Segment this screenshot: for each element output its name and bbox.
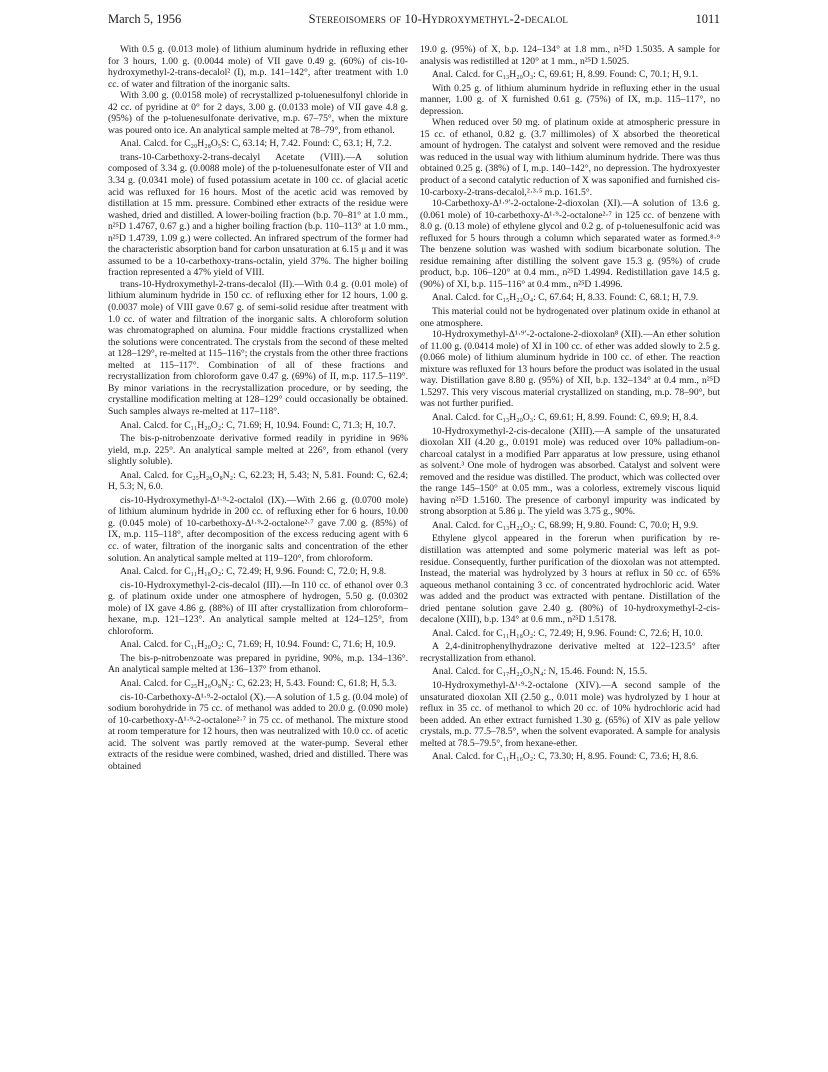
section-paragraph: 10-Hydroxymethyl-Δ¹·⁹-2-octalone (XIV).—A second sample of the unsaturated dioxolan XII (2.50 g., 0.011 mole) was hydrolyzed by 1 hour at reflux in 35 cc. of methanol to which 20 cc. of 10% hydrochloric acid had been added. An ether extract furnished 1.30 g. (65%) of XIV as pale yellow crystals, m.p. 77.5–78.5°, when the solvent evaporated. A sample for analysis melted at 78.5–79.5°, from hexane-ether. <box>420 679 720 749</box>
section-paragraph: 10-Hydroxymethyl-2-cis-decalone (XIII).—A sample of the unsaturated dioxolan XII (4.20 g., 0.0191 mole) was reduced over 10% palladium-on-charcoal catalyst in a modified Parr apparatus at low pressure, using ethanol as solvent.³ One mole of hydrogen was absorbed. Catalyst and solvent were removed and the residue was distilled. The product, which was collected over the range 145–150° at 0.05 mm., was a colorless, extremely viscous liquid having n²⁵D 1.5160. The presence of carbonyl impurity was indicated by strong absorption at 5.86 μ. The yield was 3.75 g., 90%. <box>420 425 720 518</box>
section-paragraph: 10-Carbethoxy-Δ¹·⁹′-2-octalone-2-dioxolan (XI).—A solution of 13.6 g. (0.061 mole) of 10-carbethoxy-Δ¹·⁹-2-octalone²·⁷ in 125 cc. of benzene with 8.0 g. (0.13 mole) of ethylene glycol and 0.2 g. of p-toluenesulfonic acid was refluxed for 5 hours through a column which separated water as formed.⁸·⁹ The benzene solution was washed with sodium bicarbonate solution. The residue remaining after distilling the solvent gave 15.3 g. (95%) of crude product, b.p. 106–120° at 0.4 mm., n²⁵D 1.4994. Redistillation gave 14.5 g. (90%) of XI, b.p. 115–116° at 0.4 mm., n²⁵D 1.4996. <box>420 198 720 290</box>
section-paragraph: cis-10-Hydroxymethyl-Δ¹·⁹-2-octalol (IX).—With 2.66 g. (0.0700 mole) of lithium aluminum hydride in 200 cc. of refluxing ether for 6 hours, 10.00 g. (0.045 mole) of 10-carbethoxy-Δ¹·⁹-2-octalone²·⁷ gave 7.00 g. (85%) of IX, m.p. 115–118°, after decomposition of the excess reducing agent with 6 cc. of water, filtration of the inorganic salts and concentration of the ether solution. An analytical sample melted at 119–120°, from chloroform. <box>108 494 408 564</box>
paragraph: With 3.00 g. (0.0158 mole) of recrystallized p-toluenesulfonyl chloride in 42 cc. of pyridine at 0° for 2 days, 3.00 g. (0.0133 mole) of VII gave 4.8 g. (95%) of the p-toluenesulfonate derivative, m.p. 67–75°, when the mixture was poured onto ice. An analytical sample melted at 78–79°, from ethanol. <box>108 90 408 136</box>
paragraph: The bis-p-nitrobenzoate derivative formed readily in pyridine in 96% yield, m.p. 225°. An analytical sample melted at 226°, from ethanol (very slightly soluble). <box>108 433 408 468</box>
paragraph: With 0.25 g. of lithium aluminum hydride in refluxing ether in the usual manner, 1.00 g. of X furnished 0.61 g. (75%) of IX, m.p. 115–117°, no depression. <box>420 82 720 117</box>
section-paragraph: cis-10-Hydroxymethyl-2-cis-decalol (III).—In 110 cc. of ethanol over 0.3 g. of platinum oxide under one atmosphere of hydrogen, 5.50 g. (0.0302 mole) of IX gave 4.86 g. (88%) of III after crystallization from chloroform–hexane, m.p. 121–123°. An analytical sample melted at 124–125°, from chloroform. <box>108 579 408 637</box>
analysis-line: Anal. Calcd. for C₂₅H₂₆O₈N₂: C, 62.23; H, 5.43; N, 5.81. Found: C, 62.4; H, 5.3; N, 6.0. <box>108 469 408 493</box>
section-paragraph: trans-10-Hydroxymethyl-2-trans-decalol (II).—With 0.4 g. (0.01 mole) of lithium aluminum hydride in 150 cc. of refluxing ether for 12 hours, 1.00 g. (0.0037 mole) of VIII gave 0.67 g. of semi-solid residue after treatment with 1.0 cc. of water and filtration of the inorganic salts. A chloroform solution was chromatographed on alumina. Four middle fractions crystallized when the solutions were concentrated. The crystals from the second of these melted at 128–129°, re-melted at 115–116°; the crystals from the other three fractions melted at 115–117°. Combination of all of these fractions and recrystallization from chloroform gave 0.47 g. (69%) of II, m.p. 117.5–119°. By minor variations in the recrystallization procedure, or by seeding, the crystalline modification melting at 128–129° could occasionally be obtained. Such samples always re-melted at 117–118°. <box>108 278 409 417</box>
running-header <box>108 12 720 34</box>
right-column <box>420 44 720 765</box>
paragraph: The bis-p-nitrobenzoate was prepared in pyridine, 90%, m.p. 134–136°. An analytical sample melted at 136–137° from ethanol. <box>108 652 408 676</box>
header-title: Stereoisomers of 10-Hydroxymethyl-2-decalol <box>308 12 569 26</box>
section-paragraph: trans-10-Carbethoxy-2-trans-decalyl Acetate (VIII).—A solution composed of 3.34 g. (0.0088 mole) of the p-toluenesulfonate ester of VII and 3.34 g. (0.0341 mole) of fused potassium acetate in 100 cc. of glacial acetic acid was refluxed for 16 hours. Most of the acetic acid was removed by distillation at 15 mm. pressure. Combined ether extracts of the residue were washed, dried and distilled. A lower-boiling fraction (b.p. 70–81° at 1.0 mm., n²⁵D 1.4767, 0.67 g.) and a higher boiling fraction (b.p. 110–113° at 1.0 mm., n²⁵D 1.4739, 1.09 g.) were collected. An infrared spectrum of the former had the characteristic absorption band for carbon unsaturation at 6.15 μ and it was assumed to be a 10-carbethoxy-trans-octalin, yield 37%. The higher boiling fraction represented a 47% yield of VIII. <box>108 151 408 279</box>
analysis-line: Anal. Calcd. for C₁₁H₂₀O₂: C, 71.69; H, 10.94. Found: C, 71.3; H, 10.7. <box>120 419 396 431</box>
analysis-line: Anal. Calcd. for C₁₁H₁₈O₂: C, 72.49; H, 9.96. Found: C, 72.6; H, 10.0. <box>432 627 703 639</box>
analysis-line: Anal. Calcd. for C₁₃H₂₀O₃: C, 69.61; H, 8.99. Found: C, 69.9; H, 8.4. <box>432 411 699 423</box>
paragraph: When reduced over 50 mg. of platinum oxide at atmospheric pressure in 15 cc. of ethanol, 0.82 g. (3.7 millimoles) of X absorbed the theoretical amount of hydrogen. The catalyst and solvent were removed and the residue was reduced in the usual way with lithium aluminum hydride. There was thus obtained 0.25 g. (38%) of I, m.p. 140–142°, no depression. The hydroxyester product of a second catalytic reduction of X was saponified and furnished cis-10-carboxy-2-trans-decalol,²·³·⁵ m.p. 161.5°. <box>420 117 720 198</box>
header-date: March 5, 1956 <box>108 12 182 26</box>
paragraph: A 2,4-dinitrophenylhydrazone derivative melted at 122–123.5° after recrystallization from ethanol. <box>420 641 720 664</box>
section-paragraph: 10-Hydroxymethyl-Δ¹·⁹′-2-octalone-2-dioxolan⁸ (XII).—An ether solution of 11.00 g. (0.0414 mole) of XI in 100 cc. of ether was added slowly to 2.5 g. (0.066 mole) of lithium aluminum hydride in 100 cc. of ether. The reaction mixture was refluxed for 13 hours before the product was isolated in the usual way. Distillation gave 8.80 g. (95%) of XII, b.p. 132–134° at 0.4 mm., n²⁵D 1.5297. This very viscous material crystallized on standing, m.p. 78–90°, but was not further purified. <box>420 329 720 410</box>
paragraph: This material could not be hydrogenated over platinum oxide in ethanol at one atmosphere. <box>420 306 720 329</box>
paragraph: With 0.5 g. (0.013 mole) of lithium aluminum hydride in refluxing ether for 3 hours, 1.00 g. (0.0044 mole) of VII gave 0.49 g. (60%) of cis-10-hydroxymethyl-2-trans-decalol² (I), m.p. 141–142°, after treatment with 1.0 cc. of water and filtration of the inorganic salts. <box>108 44 408 90</box>
analysis-line: Anal. Calcd. for C₁₅H₂₂O₄: C, 67.64; H, 8.33. Found: C, 68.1; H, 7.9. <box>432 292 699 304</box>
analysis-line: Anal. Calcd. for C₁₃H₂₀O₃: C, 69.61; H, 8.99. Found: C, 70.1; H, 9.1. <box>432 69 699 81</box>
paragraph: 19.0 g. (95%) of X, b.p. 124–134° at 1.8 mm., n²⁵D 1.5035. A sample for analysis was redistilled at 120° at 1 mm., n²⁵D 1.5025. <box>420 44 720 67</box>
analysis-line: Anal. Calcd. for C₁₁H₁₈O₂: C, 72.49; H, 9.96. Found: C, 72.0; H, 9.8. <box>120 566 387 578</box>
section-paragraph: cis-10-Carbethoxy-Δ¹·⁹-2-octalol (X).—A solution of 1.5 g. (0.04 mole) of sodium borohydride in 75 cc. of methanol was added to 20.0 g. (0.090 mole) of 10-carbethoxy-Δ¹·⁹-2-octalone²·⁷ in 75 cc. of methanol. The mixture stood at room temperature for 12 hours, then was neutralized with 10.0 cc. of acetic acid. The solvent was partly removed at the water-pump. Several ether extracts of the residue were combined, washed, dried and distilled. There was obtained <box>108 691 408 772</box>
paragraph: Ethylene glycol appeared in the forerun when purification by re-distillation was attempted and some polymeric material was left as pot-residue. Consequently, further purification of the dioxolan was not attempted. Instead, the material was hydrolyzed by 3 hours at reflux in 50 cc. of 65% aqueous methanol containing 3 cc. of concentrated hydrochloric acid. Water was added and the product was extracted with pentane. Distillation of the dried pentane solution gave 2.40 g. (80%) of 10-hydroxymethyl-2-cis-decalone (XIII), b.p. 134° at 0.6 mm., n²⁵D 1.5178. <box>420 533 720 626</box>
analysis-line: Anal. Calcd. for C₁₁H₁₆O₂: C, 73.30; H, 8.95. Found: C, 73.6; H, 8.6. <box>432 751 699 763</box>
analysis-line: Anal. Calcd. for C₂₀H₂₈O₅S: C, 63.14; H, 7.42. Found: C, 63.1; H, 7.2. <box>120 138 392 150</box>
analysis-line: Anal. Calcd. for C₁₃H₂₂O₃: C, 68.99; H, 9.80. Found: C, 70.0; H, 9.9. <box>432 519 699 531</box>
analysis-line: Anal. Calcd. for C₁₇H₂₂O₅N₄: N, 15.46. Found: N, 15.5. <box>432 666 648 678</box>
analysis-line: Anal. Calcd. for C₂₅H₂₆O₈N₂: C, 62.23; H, 5.43. Found: C, 61.8; H, 5.3. <box>120 677 397 689</box>
header-page-number: 1011 <box>695 12 720 26</box>
left-column <box>108 44 408 772</box>
analysis-line: Anal. Calcd. for C₁₁H₂₀O₂: C, 71.69; H, 10.94. Found: C, 71.6; H, 10.9. <box>120 639 396 651</box>
